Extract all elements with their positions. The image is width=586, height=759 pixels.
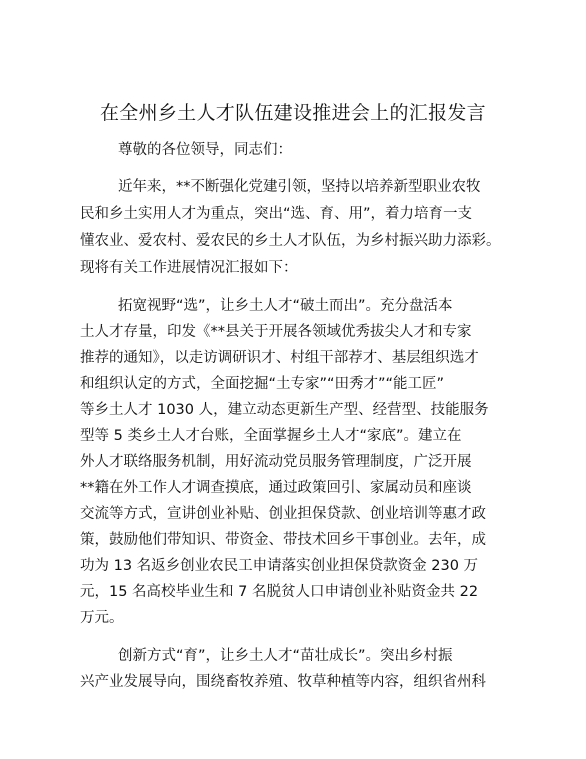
paragraph-line: 型等 5 类乡土人才台账，全面掌握乡土人才“家底”。建立在 (80, 428, 462, 444)
paragraph-line: 等乡土人才 1030 人，建立动态更新生产型、经营型、技能服务 (80, 402, 489, 418)
paragraph-line: 和组织认定的方式，全面挖掘“土专家”“田秀才”“能工匠” (80, 376, 445, 392)
document-title: 在全州乡土人才队伍建设推进会上的汇报发言 (99, 102, 486, 124)
paragraph-line: 拓宽视野“选”，让乡土人才“破土而出”。充分盘活本 (118, 298, 453, 314)
paragraph-line: 万元。 (80, 610, 124, 626)
paragraph-line: 懂农业、爱农村、爱农民的乡土人才队伍，为乡村振兴助力添彩。 (80, 233, 501, 249)
paragraph-line: 推荐的通知》，以走访调研识才、村组干部荐才、基层组织选才 (80, 350, 479, 366)
paragraph-line: 交流等方式，宣讲创业补贴、创业担保贷款、创业培训等惠才政 (80, 506, 486, 522)
paragraph-line: 现将有关工作进展情况汇报如下： (80, 260, 298, 276)
salutation: 尊敬的各位领导，同志们： (118, 142, 292, 158)
paragraph-line: 创新方式“育”，让乡土人才“苗壮成长”。突出乡村振 (118, 648, 453, 664)
paragraph-line: 功为 13 名返乡创业农民工申请落实创业担保贷款资金 230 万 (80, 558, 479, 574)
paragraph-line: 近年来，**不断强化党建引领，坚持以培养新型职业农牧 (118, 179, 481, 195)
paragraph-line: 外人才联络服务机制，用好流动党员服务管理制度，广泛开展 (80, 454, 472, 470)
paragraph-line: 元，15 名高校毕业生和 7 名脱贫人口申请创业补贴资金共 22 (80, 584, 479, 600)
paragraph-line: 兴产业发展导向，围绕畜牧养殖、牧草种植等内容，组织省州科 (80, 674, 486, 690)
paragraph-line: 策，鼓励他们带知识、带资金、带技术回乡干事创业。去年，成 (80, 532, 486, 548)
paragraph-line: 民和乡土实用人才为重点，突出“选、育、用”，着力培育一支 (80, 206, 473, 222)
paragraph-line: **籍在外工作人才调查摸底，通过政策回引、家属动员和座谈 (80, 480, 472, 496)
paragraph-line: 土人才存量，印发《**县关于开展各领域优秀拔尖人才和专家 (80, 324, 472, 340)
